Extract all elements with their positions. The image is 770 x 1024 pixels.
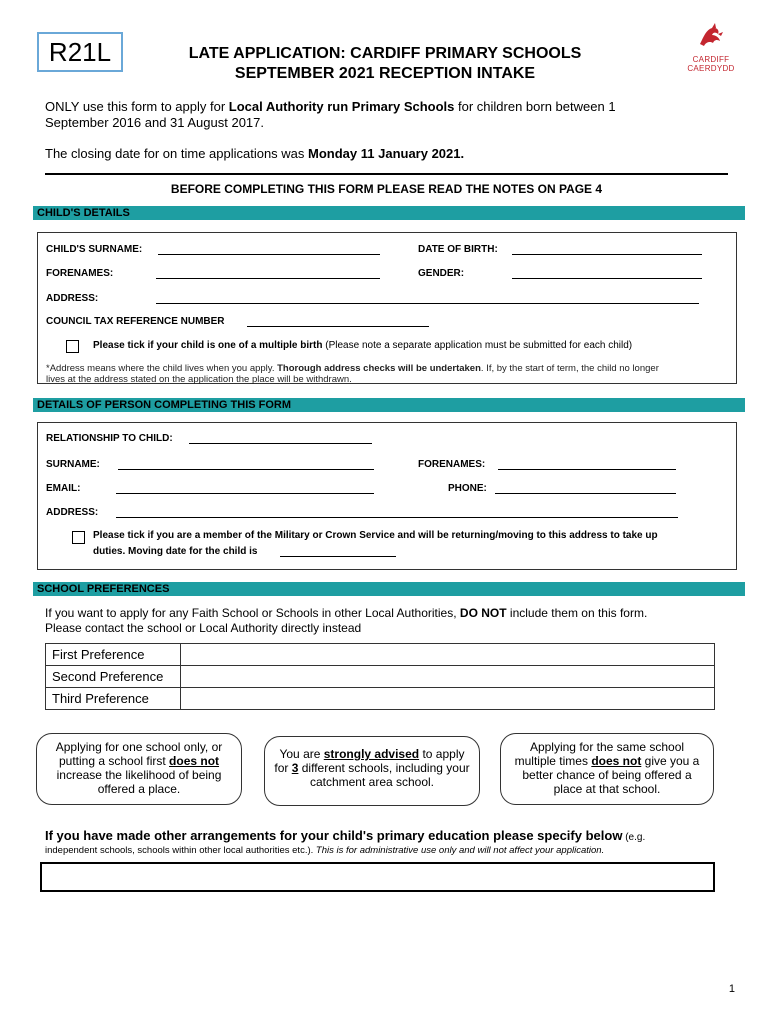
- preferences-table: [45, 643, 715, 710]
- other-arrangements-heading: If you have made other arrangements for your child's primary education please specify below (e.g.: [45, 828, 646, 843]
- person-address-label: ADDRESS:: [46, 507, 99, 518]
- relationship-field[interactable]: [189, 433, 372, 444]
- notes-heading: BEFORE COMPLETING THIS FORM PLEASE READ THE NOTES ON PAGE 4: [170, 182, 603, 196]
- first-preference-label: First Preference: [46, 644, 181, 666]
- section-header-schools: SCHOOL PREFERENCES: [33, 582, 745, 596]
- phone-field[interactable]: [495, 483, 676, 494]
- dob-label: DATE OF BIRTH:: [418, 244, 498, 255]
- child-details-box: [37, 232, 737, 384]
- person-surname-field[interactable]: [118, 459, 374, 470]
- other-arrangements-field[interactable]: [40, 862, 715, 892]
- info-bubble-three-schools: You are strongly advised to apply for 3 different schools, including your catchment area school.: [264, 736, 480, 806]
- second-preference-label: Second Preference: [46, 666, 181, 688]
- title-line-1: LATE APPLICATION: CARDIFF PRIMARY SCHOOLS: [188, 45, 582, 62]
- relationship-label: RELATIONSHIP TO CHILD:: [46, 433, 173, 444]
- other-arrangements-note: independent schools, schools within other local authorities etc.). This is for administrative use only and will not affect your application.: [45, 845, 605, 856]
- council-tax-label: COUNCIL TAX REFERENCE NUMBER: [46, 316, 225, 327]
- forenames-label: FORENAMES:: [46, 268, 114, 279]
- table-row: [46, 688, 715, 710]
- third-preference-label: Third Preference: [46, 688, 181, 710]
- gender-field[interactable]: [512, 268, 702, 279]
- table-row: [46, 666, 715, 688]
- second-preference-field[interactable]: [181, 666, 715, 688]
- child-address-field[interactable]: [156, 293, 699, 304]
- page-title: [130, 44, 640, 84]
- schools-instructions: If you want to apply for any Faith School or Schools in other Local Authorities, DO NOT include them on this form. Please contact the school or Local Authority directly instead: [45, 606, 648, 635]
- info-bubble-one-school: Applying for one school only, or putting a school first does not increase the likelihood of being offered a place.: [36, 733, 242, 805]
- title-line-2: SEPTEMBER 2021 RECEPTION INTAKE: [234, 65, 536, 82]
- email-label: EMAIL:: [46, 483, 81, 494]
- council-tax-field[interactable]: [247, 316, 429, 327]
- child-surname-label: CHILD'S SURNAME:: [46, 244, 143, 255]
- page-number: 1: [728, 983, 735, 995]
- military-text-2: duties. Moving date for the child is: [93, 546, 258, 557]
- forenames-field[interactable]: [156, 268, 380, 279]
- dragon-icon: [696, 22, 726, 50]
- cardiff-logo: [683, 22, 739, 72]
- table-row: [46, 644, 715, 666]
- military-checkbox[interactable]: [72, 531, 85, 544]
- third-preference-field[interactable]: [181, 688, 715, 710]
- intro-paragraph-1: ONLY use this form to apply for Local Authority run Primary Schools for children born between 1 September 2016 and 31 August 2017.: [45, 99, 616, 130]
- person-surname-label: SURNAME:: [46, 459, 100, 470]
- child-surname-field[interactable]: [158, 244, 380, 255]
- person-details-box: [37, 422, 737, 570]
- logo-text-2: CAERDYDD: [687, 64, 735, 73]
- child-address-label: ADDRESS:: [46, 293, 99, 304]
- divider: [45, 173, 728, 175]
- email-field[interactable]: [116, 483, 374, 494]
- military-text-1: Please tick if you are a member of the Military or Crown Service and will be returning/moving to this address to take up: [93, 530, 658, 541]
- phone-label: PHONE:: [448, 483, 487, 494]
- logo-text-1: CARDIFF: [692, 55, 730, 64]
- gender-label: GENDER:: [418, 268, 465, 279]
- person-address-field[interactable]: [116, 507, 678, 518]
- person-forenames-field[interactable]: [498, 459, 676, 470]
- intro-paragraph-2: The closing date for on time applications was Monday 11 January 2021.: [45, 146, 465, 161]
- section-header-child: CHILD'S DETAILS: [33, 206, 745, 220]
- info-bubble-same-school: Applying for the same school multiple times does not give you a better chance of being offered a place at that school.: [500, 733, 714, 805]
- section-header-person: DETAILS OF PERSON COMPLETING THIS FORM: [33, 398, 745, 412]
- dob-field[interactable]: [512, 244, 702, 255]
- first-preference-field[interactable]: [181, 644, 715, 666]
- multiple-birth-text: Please tick if your child is one of a multiple birth (Please note a separate application must be submitted for each child): [93, 340, 633, 351]
- address-note: *Address means where the child lives when you apply. Thorough address checks will be undertaken. If, by the start of term, the child no longer lives at the address stated on the application the place will be withdrawn.: [46, 363, 659, 385]
- person-forenames-label: FORENAMES:: [418, 459, 486, 470]
- multiple-birth-checkbox[interactable]: [66, 340, 79, 353]
- moving-date-field[interactable]: [280, 546, 396, 557]
- form-code: R21L: [37, 32, 123, 72]
